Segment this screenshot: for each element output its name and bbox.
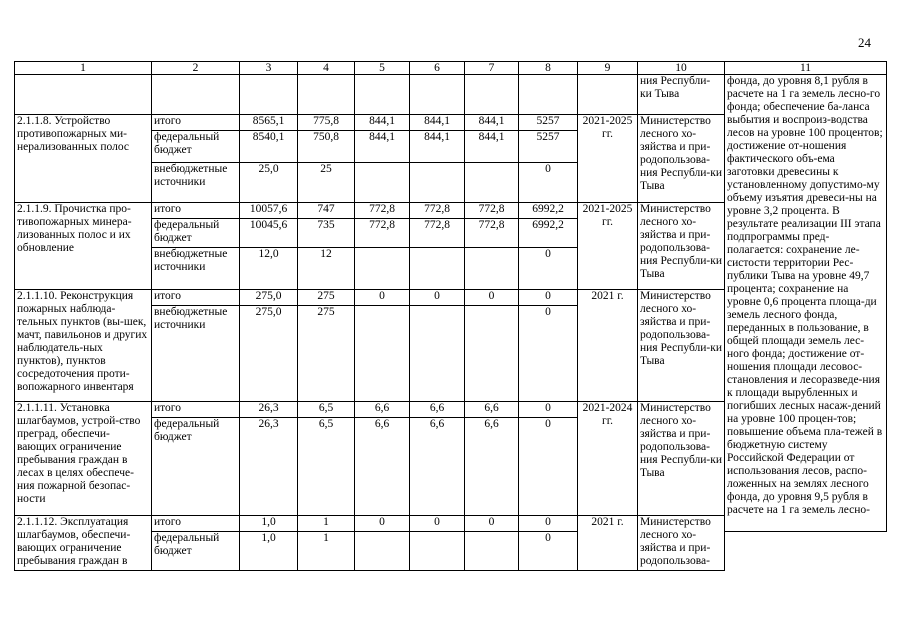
measure-period: 2021-2024 гг. [578,402,638,516]
column-number: 9 [578,62,638,75]
measure-executor: Министерство лесного хо-зяйства и при-родопользова-ния Республи-ки Тыва [638,203,725,290]
executor-continued: ния Республи- ки Тыва [638,75,725,115]
measure-executor: Министерство лесного хо-зяйства и при-родопользова-ния Республи-ки Тыва [638,290,725,402]
column-number: 4 [298,62,355,75]
funding-source: федеральный бюджет [152,219,240,248]
table-row: 2.1.1.12. Эксплуатация шлагбаумов, обеспечи-вающих ограничение пребывания граждан в итого 1,0 1 0 0 0 0 2021 г. Министерство лесного хо-зяйства и при-родопользова- [15,516,887,532]
table-row: 2.1.1.11. Установка шлагбаумов, устрой-ство преград, обеспечи-вающих ограничение пребывания граждан в лесах в целях обеспече-ния пожарной безопас-ности итого 26,3 6,5 6,6 6,6 6,6 0 2021-2024 гг. Министерство лесного хо-зяйства и при-родопользова-ния Республи-ки Тыва [15,402,887,418]
column-number: 8 [519,62,578,75]
funding-source: внебюджетные источники [152,248,240,290]
funding-source: внебюджетные источники [152,163,240,203]
column-number: 5 [355,62,410,75]
table-row: федеральный бюджет 8540,1 750,8 844,1 844,1 844,1 5257 [15,131,887,163]
table-row: внебюджетные источники 12,0 12 0 [15,248,887,290]
table-row: 2.1.1.9. Прочистка про-тивопожарных минера-лизованных полос и их обновление итого 10057,6 747 772,8 772,8 772,8 6992,2 2021-2025 гг. Министерство лесного хо-зяйства и при-родопользова-ния Республи-ки Тыва [15,203,887,219]
column-number: 6 [410,62,465,75]
column-number-row [15,62,887,75]
measure-name: 2.1.1.12. Эксплуатация шлагбаумов, обеспечи-вающих ограничение пребывания граждан в [15,516,152,571]
measure-name: 2.1.1.8. Устройство противопожарных ми-нерализованных полос [15,115,152,203]
funding-source: внебюджетные источники [152,306,240,402]
measure-executor: Министерство лесного хо-зяйства и при-родопользова-ния Республи-ки Тыва [638,402,725,516]
table-row: федеральный бюджет 10045,6 735 772,8 772,8 772,8 6992,2 [15,219,887,248]
measure-period: 2021 г. [578,290,638,402]
measure-name: 2.1.1.10. Реконструкция пожарных наблюда-тельных пунктов (вы-шек, мачт, павильонов и других наблюдатель-ных пунктов), пунктов сосредоточения проти-вопожарного инвентаря [15,290,152,402]
column-number: 3 [240,62,298,75]
table-row: федеральный бюджет 26,3 6,5 6,6 6,6 6,6 0 [15,418,887,516]
page-number: 24 [858,35,871,50]
funding-source: итого [152,290,240,306]
expected-results-text: фонда, до уровня 8,1 рубля в расчете на 1 га земель лесно-го фонда; обеспечение ба-ланса выбытия и воспроиз-водства лесов на уровне 100 процентов; достижение от-ношения фактического объ-ема заготовки древесины к установленному допустимо-му объему изъятия древеси-ны на уровне 3,2 процента. В результате реализации III этапа подпрограммы пред-полагается: сохранение ле-систости территории Рес-публики Тыва на уровне 49,7 процента; сохранение на уровне 0,6 процента площа-ди земель лесного фонда, переданных в пользование, в общей площади земель лес-ного фонда; достижение от-ношения площади лесовос-становления и лесоразведе-ния к площади вырубленных и погибших лесных насаж-дений на уровне 100 процен-тов; повышение объема пла-тежей в бюджетную систему Российской Федерации от использования лесов, распо-ложенных на землях лесного фонда, до уровня 9,5 рубля в расчете на 1 га земель лесно- [725,75,887,532]
continuation-row [15,75,887,115]
measure-name: 2.1.1.9. Прочистка про-тивопожарных минера-лизованных полос и их обновление [15,203,152,290]
column-number: 1 [15,62,152,75]
column-number: 11 [725,62,887,75]
funding-source: итого [152,115,240,131]
measure-executor: Министерство лесного хо-зяйства и при-родопользова- [638,516,725,571]
table-row: федеральный бюджет 1,0 1 0 [15,532,887,571]
measure-executor: Министерство лесного хо-зяйства и при-родопользова-ния Республи-ки Тыва [638,115,725,203]
table-row: 2.1.1.10. Реконструкция пожарных наблюда-тельных пунктов (вы-шек, мачт, павильонов и других наблюдатель-ных пунктов), пунктов сосредоточения проти-вопожарного инвентаря итого 275,0 275 0 0 0 0 2021 г. Министерство лесного хо-зяйства и при-родопользова-ния Республи-ки Тыва [15,290,887,306]
program-table [14,61,887,571]
measure-name: 2.1.1.11. Установка шлагбаумов, устрой-ство преград, обеспечи-вающих ограничение пребывания граждан в лесах в целях обеспече-ния пожарной безопас-ности [15,402,152,516]
table-row: внебюджетные источники 25,0 25 0 [15,163,887,203]
column-number: 7 [465,62,519,75]
table-row: внебюджетные источники 275,0 275 0 [15,306,887,402]
funding-source: федеральный бюджет [152,532,240,571]
measure-period: 2021 г. [578,516,638,571]
funding-source: итого [152,516,240,532]
measure-period: 2021-2025 гг. [578,203,638,290]
funding-source: федеральный бюджет [152,131,240,163]
funding-source: федеральный бюджет [152,418,240,516]
funding-source: итого [152,402,240,418]
funding-source: итого [152,203,240,219]
measure-period: 2021-2025 гг. [578,115,638,203]
table-row: 2.1.1.8. Устройство противопожарных ми-нерализованных полос итого 8565,1 775,8 844,1 844,1 844,1 5257 2021-2025 гг. Министерство лесного хо-зяйства и при-родопользова-ния Республи-ки Тыва [15,115,887,131]
column-number: 2 [152,62,240,75]
column-number: 10 [638,62,725,75]
